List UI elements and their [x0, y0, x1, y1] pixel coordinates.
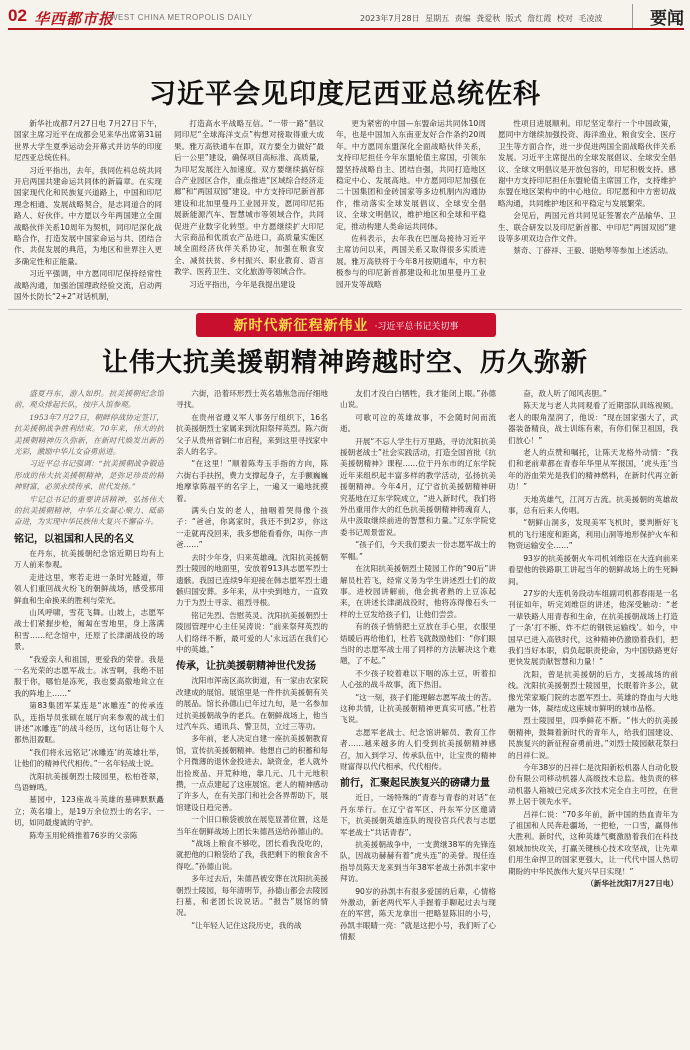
- paragraph: “朝鲜山洞多，发现美军飞机时，要判断好飞机的飞行速度和距离，利用山洞等地形保护火车和物资运输安全……”: [508, 518, 678, 551]
- paragraph: 沈阳市浑南区高坎街道，有一家由农家院改建成的展馆。展馆里是一件件抗美援朝有关的展品。馆长孙德山已年过九旬，是一名参加过抗美援朝战争的老兵。在朝鲜战场上，他当过汽车兵、通讯兵、警卫员，立过三等功。: [176, 676, 328, 731]
- paragraph: 习近平指出，今年是我提出建设: [189, 279, 296, 289]
- paragraph: 今年38岁的吕祥仁是沈阳新松机器人自动化股份有限公司移动机器人高级技术总监。他负责的移动机器人箱城已完成多次技术完全自主可控，在世界上居于领先水平。: [508, 763, 678, 807]
- article1-column-1: [14, 118, 162, 306]
- paragraph: 习近平指出，去年，我同佐科总统共同开启两国共建命运共同体的新篇章。在实现国家现代化和民族复兴道路上，中国和印尼理念相通、发展战略契合，是志同道合的同路人、好伙伴。中方愿以今年两国建立全面战略伙伴关系10周年为契机，同印尼深化战略合作，打造发展中国家命运与共、团结合作、共促发展的典范，为地区和世界注入更多确定性和正能量。: [14, 165, 162, 266]
- paragraph: 天地英雄气，江河万古流。抗美援朝的英雄故事，总有后来人传唱。: [508, 494, 678, 516]
- paragraph: 开展“不忘人学生行万里路，寻访沈阳抗美援朝老战士”社会实践活动，打造全国首批《抗美援朝精神》课程……位于丹东市的辽东学院近年来组织起丰富多样的教学活动，弘扬抗美援朝精神。今年4月，辽宁省抗美援朝精神研究基地在辽东学院成立，“进入新时代，我们将外出重用作大的红色抗美援朝精神铸魂育人，从中汲取继续前进的智慧和力量。”辽东学院党委书记周景雷说。: [340, 436, 496, 537]
- paragraph: 陈天龙与老人共同观看了近期部队训练视频。老人的眼角湿润了，他说：“现在国家强大了，武器装备精良，战士训练有素，有你们保卫祖国，我们放心！”: [508, 401, 678, 445]
- paragraph: 盛夏丹东，游人如织。抗美援朝纪念馆前，观众排起长队，按序入馆参观。: [14, 389, 164, 410]
- paragraph: 近日，一场特殊的“青春与青春的对话”在丹东举行。在辽宁省军区、丹东军分区邀请下，抗美援朝英雄连队的现役官兵代表与志愿军老战士“共话青春”。: [340, 793, 496, 837]
- divider: [8, 309, 682, 310]
- column-banner: [196, 313, 496, 337]
- article2-column-1: [14, 388, 164, 1038]
- article2-column-4: [508, 388, 678, 1038]
- paragraph: 沈阳，曾是抗美援朝的后方，支援战场的前线。沈阳抗美援朝烈士陵园里，长眠着许多公，就像光荣家璇门院的志愿军烈士。英雄的脊血与大地融为一体，凝结成这座城市鲜明的城市品格。: [508, 669, 678, 713]
- paragraph: 沈阳抗美援朝烈士陵园里，松柏苍翠，鸟语蝉鸣。: [14, 771, 164, 792]
- paper-name-en: WEST CHINA METROPOLIS DAILY: [110, 13, 253, 22]
- paragraph: 多年前，老人决定自建一座抗美援朝教育馆，宣传抗美援朝精神。他想自己的积蓄和每个月微薄的退休金投进去。缺资金，老人就外出捡废品、开荒种地，靠几元、几十元地积攒，一点点建起了这座展馆。老人的精神感动了许多人，在有关部门和社会各界帮助下，展馆建设日趋完善。: [176, 734, 328, 812]
- paragraph: 1953年7月27日，朝鲜停战协定签订，抗美援朝战争胜利结束。70年来，伟大的抗美援朝精神历久弥新，在新时代焕发出新的光彩，激励中华儿女奋勇前进。: [14, 412, 164, 457]
- paragraph: 铭记先烈、告慰英灵。沈阳抗美援朝烈士陵园管理中心主任吴涛说：“前来祭拜英烈的人们络绎不断，最可爱的人‘永远活在我们心中的英雄。”: [176, 610, 328, 654]
- article2-headline: 让伟大抗美援朝精神跨越时空、历久弥新: [101, 348, 588, 378]
- article2-column-3: [340, 388, 496, 1038]
- paragraph: “孩子们，今天我们要去一份志愿军战士的军帽。”: [340, 540, 496, 561]
- paragraph: 在丹东，抗美援朝纪念馆近期日均有上万人前来参观。: [14, 548, 164, 570]
- page-number: 02: [8, 6, 27, 25]
- paragraph: “我爱亲人和祖国，更爱我的荣誉。我是一名光荣的志愿军战士。冰雪啊，我绝不屈服于你，哪怕是冻死，我也要高傲地耸立在我的阵地上……”: [14, 654, 164, 698]
- paragraph: “这一刻，孩子们能理解志愿军战士的苦。这种共情，让抗美援朝精神更真实可感。”杜若飞说。: [340, 692, 496, 725]
- paragraph: 走进这里，寒若走进一条时光隧道，带领人们重回战火纷飞的朝鲜战场，感受那用鲜血和生命换来的胜利与荣光。: [14, 572, 164, 605]
- section-label: 要闻: [632, 4, 684, 28]
- paragraph: 六街，沿着环形烈士英名墙焦急而仔细地寻找。: [176, 389, 328, 410]
- paragraph: 新华社成都7月27日电 7月27日下午，国家主席习近平在成都会见来华出席第31届世界大学生夏季运动会开幕式并访华的印度尼西亚总统佐科。: [14, 119, 162, 163]
- article2-column-2: [176, 388, 328, 1038]
- paragraph: 蔡奇、丁薛祥、王毅、谌贻琴等参加上述活动。: [513, 246, 673, 256]
- banner-title: 新时代新征程新伟业: [233, 318, 369, 334]
- article1-column-2: [174, 118, 324, 306]
- date-line: 2023年7月28日 星期五 责编 龚爱秋 版式 詹红霞 校对 毛凌波: [360, 14, 603, 23]
- subheading: 传承，让抗美援朝精神世代发扬: [176, 661, 316, 673]
- paper-logo: 华西都市报: [34, 10, 115, 28]
- paragraph: 90岁的孙凯丰有很多爱国的后辈，心情格外激动，新老两代军人手握着手聊起过去与现在的军营，陈天龙拿出一把略显陈旧的小号，孙凯丰眼睛一亮：“就是这把小号，我们听了心情振: [340, 886, 496, 942]
- paragraph: 不少孩子咬着难以下咽的冻土豆，听着扣人心弦的战斗故事，流下热泪。: [340, 668, 496, 690]
- masthead: [8, 4, 684, 30]
- article1-headline: 习近平会见印度尼西亚总统佐科: [149, 79, 541, 110]
- subheading: 铭记，以祖国和人民的名义: [14, 533, 134, 545]
- paragraph: （新华社沈阳7月27日电）: [586, 879, 678, 889]
- paragraph: 更为紧密的中国—东盟命运共同体10周年，也是中国加入东南亚友好合作条约20周年。中方愿同东盟深化全面战略伙伴关系，支持印尼担任今年东盟轮值主席国，引领东盟坚持战略自主、团结自强，共同打造地区稳定中心、发展高地。中方愿同印尼加强在二十国集团和金砖国家等多边机制内沟通协作，推动落实全球发展倡议、全球安全倡议、全球文明倡议，维护地区和全球和平稳定，推动构建人类命运共同体。: [336, 119, 486, 231]
- paragraph: “让年轻人记住这段历史，我的战: [191, 920, 302, 930]
- paragraph: “战场上粮食不够吃，团长看我没吃的，就把他的口粮袋给了我，我把剩下的粮食舍不得吃。”孙德山说。: [176, 839, 328, 871]
- paragraph: 友们才没白白牺牲，我才能闭上眼。”孙德山说。: [340, 389, 496, 410]
- paragraph: 打造高水平战略互信。“一带一路”倡议同印尼“全球海洋支点”构想对接取得重大成果。雅万高铁通车在即，双方要全力做好“最后一公里”建设，确保项目高标准、高质量，为印尼发展注入加速度。双方要继续搞好综合产业园区合作，重点推进“区域综合经济走廊”和“两国双园”建设。中方支持印尼新首都建设和北加里曼丹工业园开发，愿同印尼拓展新能源汽车、智慧城市等领域合作，共同促进产业数字化转型。中方愿继续扩大印尼大宗商品和优质农产品进口，高质量实施区域全面经济伙伴关系协定，加强在粮食安全、减贫扶贫、乡村振兴、职业教育、语言教学、医药卫生、文化旅游等领域合作。: [174, 119, 324, 277]
- paragraph: 抗美援朝战争中，一支黄继38军的先锋连队，因战功赫赫有着“虎头连”的美誉。现任连指导员陈天龙来到当年38军老战士孙凯丰家中拜访。: [340, 840, 496, 884]
- paragraph: 习近平强调，中方愿同印尼保持经常性战略沟通，加强治国理政经验交流，启动两国外长防长“2+2”对话机制，: [14, 269, 162, 302]
- paragraph: 佐科表示，去年我在巴厘岛接待习近平主席访问以来，两国关系又取得很多实质进展。雅万高铁将于今年8月按期通车，中方积极参与的印尼新首都建设和北加里曼丹工业园开发等战略: [336, 234, 486, 289]
- paragraph: 会见后，两国元首共同见证签署农产品输华、卫生、联合研发以及印尼新首都、中印尼“两国双园”建设等多项双边合作文件。: [498, 211, 676, 244]
- paragraph: 老人的点赞和嘱托，让陈天龙格外动情：“我们和老前辈都在青春年华里从军报国，‘虎头连’当年的浴血荣光是我们的精神燃料，在新时代再立新功！”: [508, 448, 678, 492]
- paragraph: 吕祥仁说：“70多年前，新中国的热血青年为了祖国和人民奔赴疆场，一把枪，一口雪，赢得伟大胜利。新时代，这种英雄气概激励着我们在科技领域加快攻关，打赢关键核心技术攻坚战，让先辈们用生命捍卫的国家更强大，让一代代中国人热切期盼的中华民族伟大复兴早日实现！”: [508, 809, 678, 876]
- paragraph: “我们将永远铭记‘冰雕连’的英雄壮举，让他们的精神代代相传。”一名年轻战士说。: [14, 747, 164, 769]
- article1-column-3: [336, 118, 486, 306]
- paragraph: 牢记总书记的重要讲话精神，弘扬伟大的抗美援朝精神，中华儿女凝心聚力、砥砺奋进，为实现中华民族伟大复兴不懈奋斗。: [14, 494, 164, 527]
- paragraph: 在沈阳抗美援朝烈士陵园工作的“90后”讲解员杜若飞，经常义务为学生讲述烈士们的故事。进校园讲解前，他会挑者熟的上豆冻起来，在讲述长津湖战役时，他将冻得像石头一样的土豆发给孩子们，让他们尝尝。: [340, 564, 496, 619]
- paragraph: 多年过去后，朱德昌被安葬在沈阳抗美援朝烈士陵园，每年清明节，孙德山都会去陵园扫墓，和老团长说说话。“报告”展馆的情况。: [176, 874, 328, 918]
- paragraph: 在贵州省遵义军人事务厅组织下，16名抗美援朝烈士家属来到沈阳祭拜英烈。陈六街父子从贵州省铜仁市启程，来到这里寻找家中亲人的名字。: [176, 412, 328, 457]
- paragraph: 去时少年身，归来英雄魂。沈阳抗美援朝烈士陵园的地面里，安放着913具志愿军烈士遗骸。我国已连续9年迎接在韩志愿军烈士遗骸归国安葬。多年来，从中央到地方，一直致力于为烈士寻亲、祖烈寻根。: [176, 552, 328, 608]
- subheading: 前行，汇聚起民族复兴的磅礴力量: [340, 778, 490, 790]
- paragraph: 有的孩子悄悄把土豆放在手心里，衣服里焐暖后再给他们，杜若飞就鼓励他们：“你们眼当时的志愿军战士用了同样的方法解决这个难题，了不起。”: [340, 622, 496, 666]
- paragraph: 山风呼啸，雪花飞舞。山坡上，志愿军战士们紧握步枪，匍匐在雪地里，身上落满积雪……纪念馆中，还原了长津湖战役的场景。: [14, 607, 164, 652]
- paragraph: 性项目进展顺利。印尼坚定奉行一个中国政策，愿同中方继续加强投资、海洋渔业、粮食安全、医疗卫生等方面合作，进一步促进两国全面战略伙伴关系发展。习近平主席提出的全球发展倡议、全球安全倡议、全球文明倡议是开放包容的，印尼积极支持。感谢中方支持印尼担任东盟轮值主席国工作，支持维护东盟在地区架构中的中心地位。印尼愿和中方密切战略沟通，共同维护地区和平稳定与发展繁荣。: [498, 119, 676, 208]
- paragraph: 93岁的抗美援朝火车司机刘维臣在大连向前来看望他的铁路职工讲起当年的朝鲜战场上的生死瞬间。: [508, 553, 678, 586]
- paragraph: “在这里！”顺着陈寿玉手指的方向，陈六街右手扶拐，费力支撑起身子，左手颤巍巍地摩挲陈福平的名字上，一遍又一遍地抚摸着。: [176, 459, 328, 503]
- paragraph: 志愿军老战士、纪念馆讲解员、教育工作者……越来越多的人们受到抗美援朝精神感召，加入到学习、传承队伍中，让宝贵的精神财富得以代代相承，代代相传。: [340, 727, 496, 771]
- paragraph: 27岁的大连机务段动车组副司机都春雨是一名刊征如年，听完刘维臣的讲述，他深受触动：“老一辈铁路人用青春和生命，在抗美援朝战场上打造了一条‘打不断、炸不烂的钢铁运输线’。如今，中国早已进入高铁时代，这种精神仍激励着我们，把我们当好本职，肩负起职责使命，为中国铁路更好更快发展贡献智慧和力量！”: [508, 588, 678, 667]
- paragraph: 第83集团军某连是“冰雕连”的传承连队，连指导员张硕在展厅向来参观的战士们讲述“冰雕连”的战斗经历，这句话让每个人都热泪盈眶。: [14, 701, 164, 745]
- paragraph: 墓园中，123座战斗英雄的墓碑默默矗立；英名墙上，是19万余位烈士的名字。一切，如同最虔诚的守护。: [14, 795, 164, 828]
- banner-subtitle: ·习近平总书记关切事: [374, 321, 459, 332]
- paragraph: 习近平总书记强调：“抗美援朝战争锻造形成的伟大抗美援朝精神，是弥足珍贵的精神财富，必须永续传承、世代发扬。”: [14, 459, 164, 492]
- article1-column-4: [498, 118, 676, 306]
- paragraph: 一个旧口粮袋被放在展览显著位置，这是当年在朝鲜战场上团长朱德昌送给孙德山的。: [176, 815, 328, 836]
- paragraph: 满头白发的老人，抽咽着哭得像个孩子：“爸爸，你离家时，我还不到2岁，你这一走就再没回来，我多想能看看你，叫你一声爸……”: [176, 506, 328, 550]
- paragraph: 可歌可泣的英雄故事，不会随时间而流逝。: [340, 412, 496, 434]
- paragraph: 陈寿玉用轮椅推着76岁的父亲陈: [29, 830, 138, 840]
- paragraph: 烈士陵园里，四季鲜花不断。“伟大的抗美援朝精神，鼓舞着新时代的青年人，给我们国建设、民族复兴的新征程奋勇前进。”刘烈士陵园献花祭扫的吕祥仁说。: [508, 716, 678, 760]
- paragraph: 奋，敌人听了闻风丧胆。”: [523, 389, 607, 398]
